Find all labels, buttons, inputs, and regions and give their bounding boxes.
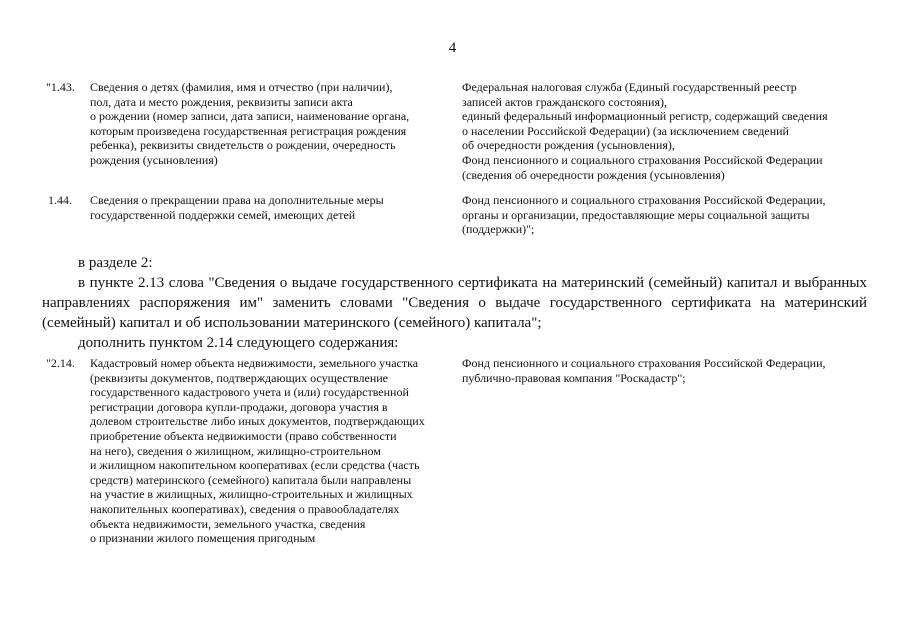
text-line: публично-правовая компания "Роскадастр"; xyxy=(462,370,686,385)
item-source xyxy=(462,193,826,237)
text-line: регистрации договора купли-продажи, договора участия в xyxy=(90,399,388,414)
text-line: об очередности рождения (усыновления), xyxy=(462,138,675,153)
item-number: "2.14. xyxy=(46,356,75,370)
text-line: Сведения о прекращении права на дополнительные меры xyxy=(90,193,384,207)
item-description xyxy=(90,80,409,168)
text-line: средств) материнского (семейного) капитала были направлены xyxy=(90,472,412,487)
text-line: Фонд пенсионного и социального страхования Российской Федерации, xyxy=(462,356,826,370)
text-line: о рождении (номер записи, дата записи, наименование органа, xyxy=(90,109,410,124)
text-line: и жилищном накопительном кооперативах (если средства (часть xyxy=(90,458,420,473)
text-line: единый федеральный информационный регистр, содержащий сведения xyxy=(462,109,828,124)
text-line: государственной поддержки семей, имеющих детей xyxy=(90,207,356,222)
text-line: долевом строительстве либо иных документов, подтверждающих xyxy=(90,414,425,429)
text-line: Фонд пенсионного и социального страхования Российской Федерации, xyxy=(462,193,826,207)
text-line: Федеральная налоговая служба (Единый государственный реестр xyxy=(462,80,797,94)
item-description xyxy=(90,193,384,222)
text-line: на участие в жилищных, жилищно-строительных и жилищных xyxy=(90,487,413,502)
page-number: 4 xyxy=(448,40,457,56)
text-line: записей актов гражданского состояния), xyxy=(462,94,667,109)
text-line: накопительных кооперативах), сведения о правообладателях xyxy=(90,501,400,516)
item-description xyxy=(90,356,425,546)
text-line: рождения (усыновления) xyxy=(90,152,218,167)
text-line: Фонд пенсионного и социального страхования Российской Федерации xyxy=(462,152,823,167)
section-intro: в разделе 2: xyxy=(78,255,153,271)
item-number: 1.44. xyxy=(48,193,72,207)
text-line: объекта недвижимости, земельного участка, сведения xyxy=(90,516,366,531)
amendment-paragraph: в пункте 2.13 слова "Сведения о выдаче государственного сертификата на материнский (семейный) капитал и выбранных направлениях распоряжения им" заменить словами "Сведения о выдаче государственного сертификата на материнский (семейный) капитал и об использовании материнского (семейного) капитала"; xyxy=(42,275,867,331)
text-line: пол, дата и место рождения, реквизиты записи акта xyxy=(90,94,353,109)
text-line: которым произведена государственная регистрация рождения xyxy=(90,123,407,138)
amendment-paragraph: дополнить пунктом 2.14 следующего содержания: xyxy=(78,335,399,351)
text-line: Кадастровый номер объекта недвижимости, земельного участка xyxy=(90,356,419,370)
text-line: органы и организации, предоставляющие меры социальной защиты xyxy=(462,207,810,222)
item-number: "1.43. xyxy=(46,80,75,94)
body-text xyxy=(42,253,867,353)
text-line: государственного кадастрового учета и (или) государственной xyxy=(90,385,409,400)
text-line: о признании жилого помещения пригодным xyxy=(90,531,316,546)
item-source xyxy=(462,356,826,385)
item-source xyxy=(462,80,828,182)
text-line: ребенка), реквизиты свидетельств о рождении, очередность xyxy=(90,138,396,153)
text-line: о населении Российской Федерации) (за исключением сведений xyxy=(462,123,789,138)
text-line: Сведения о детях (фамилия, имя и отчество (при наличии), xyxy=(90,80,393,94)
text-line: (реквизиты документов, подтверждающих осуществление xyxy=(90,370,389,385)
text-line: (поддержки)"; xyxy=(462,222,535,237)
text-line: (сведения об очередности рождения (усыновления) xyxy=(462,167,725,182)
text-line: приобретение объекта недвижимости (право собственности xyxy=(90,428,397,443)
text-line: на него), сведения о жилищном, жилищно-строительном xyxy=(90,443,381,458)
